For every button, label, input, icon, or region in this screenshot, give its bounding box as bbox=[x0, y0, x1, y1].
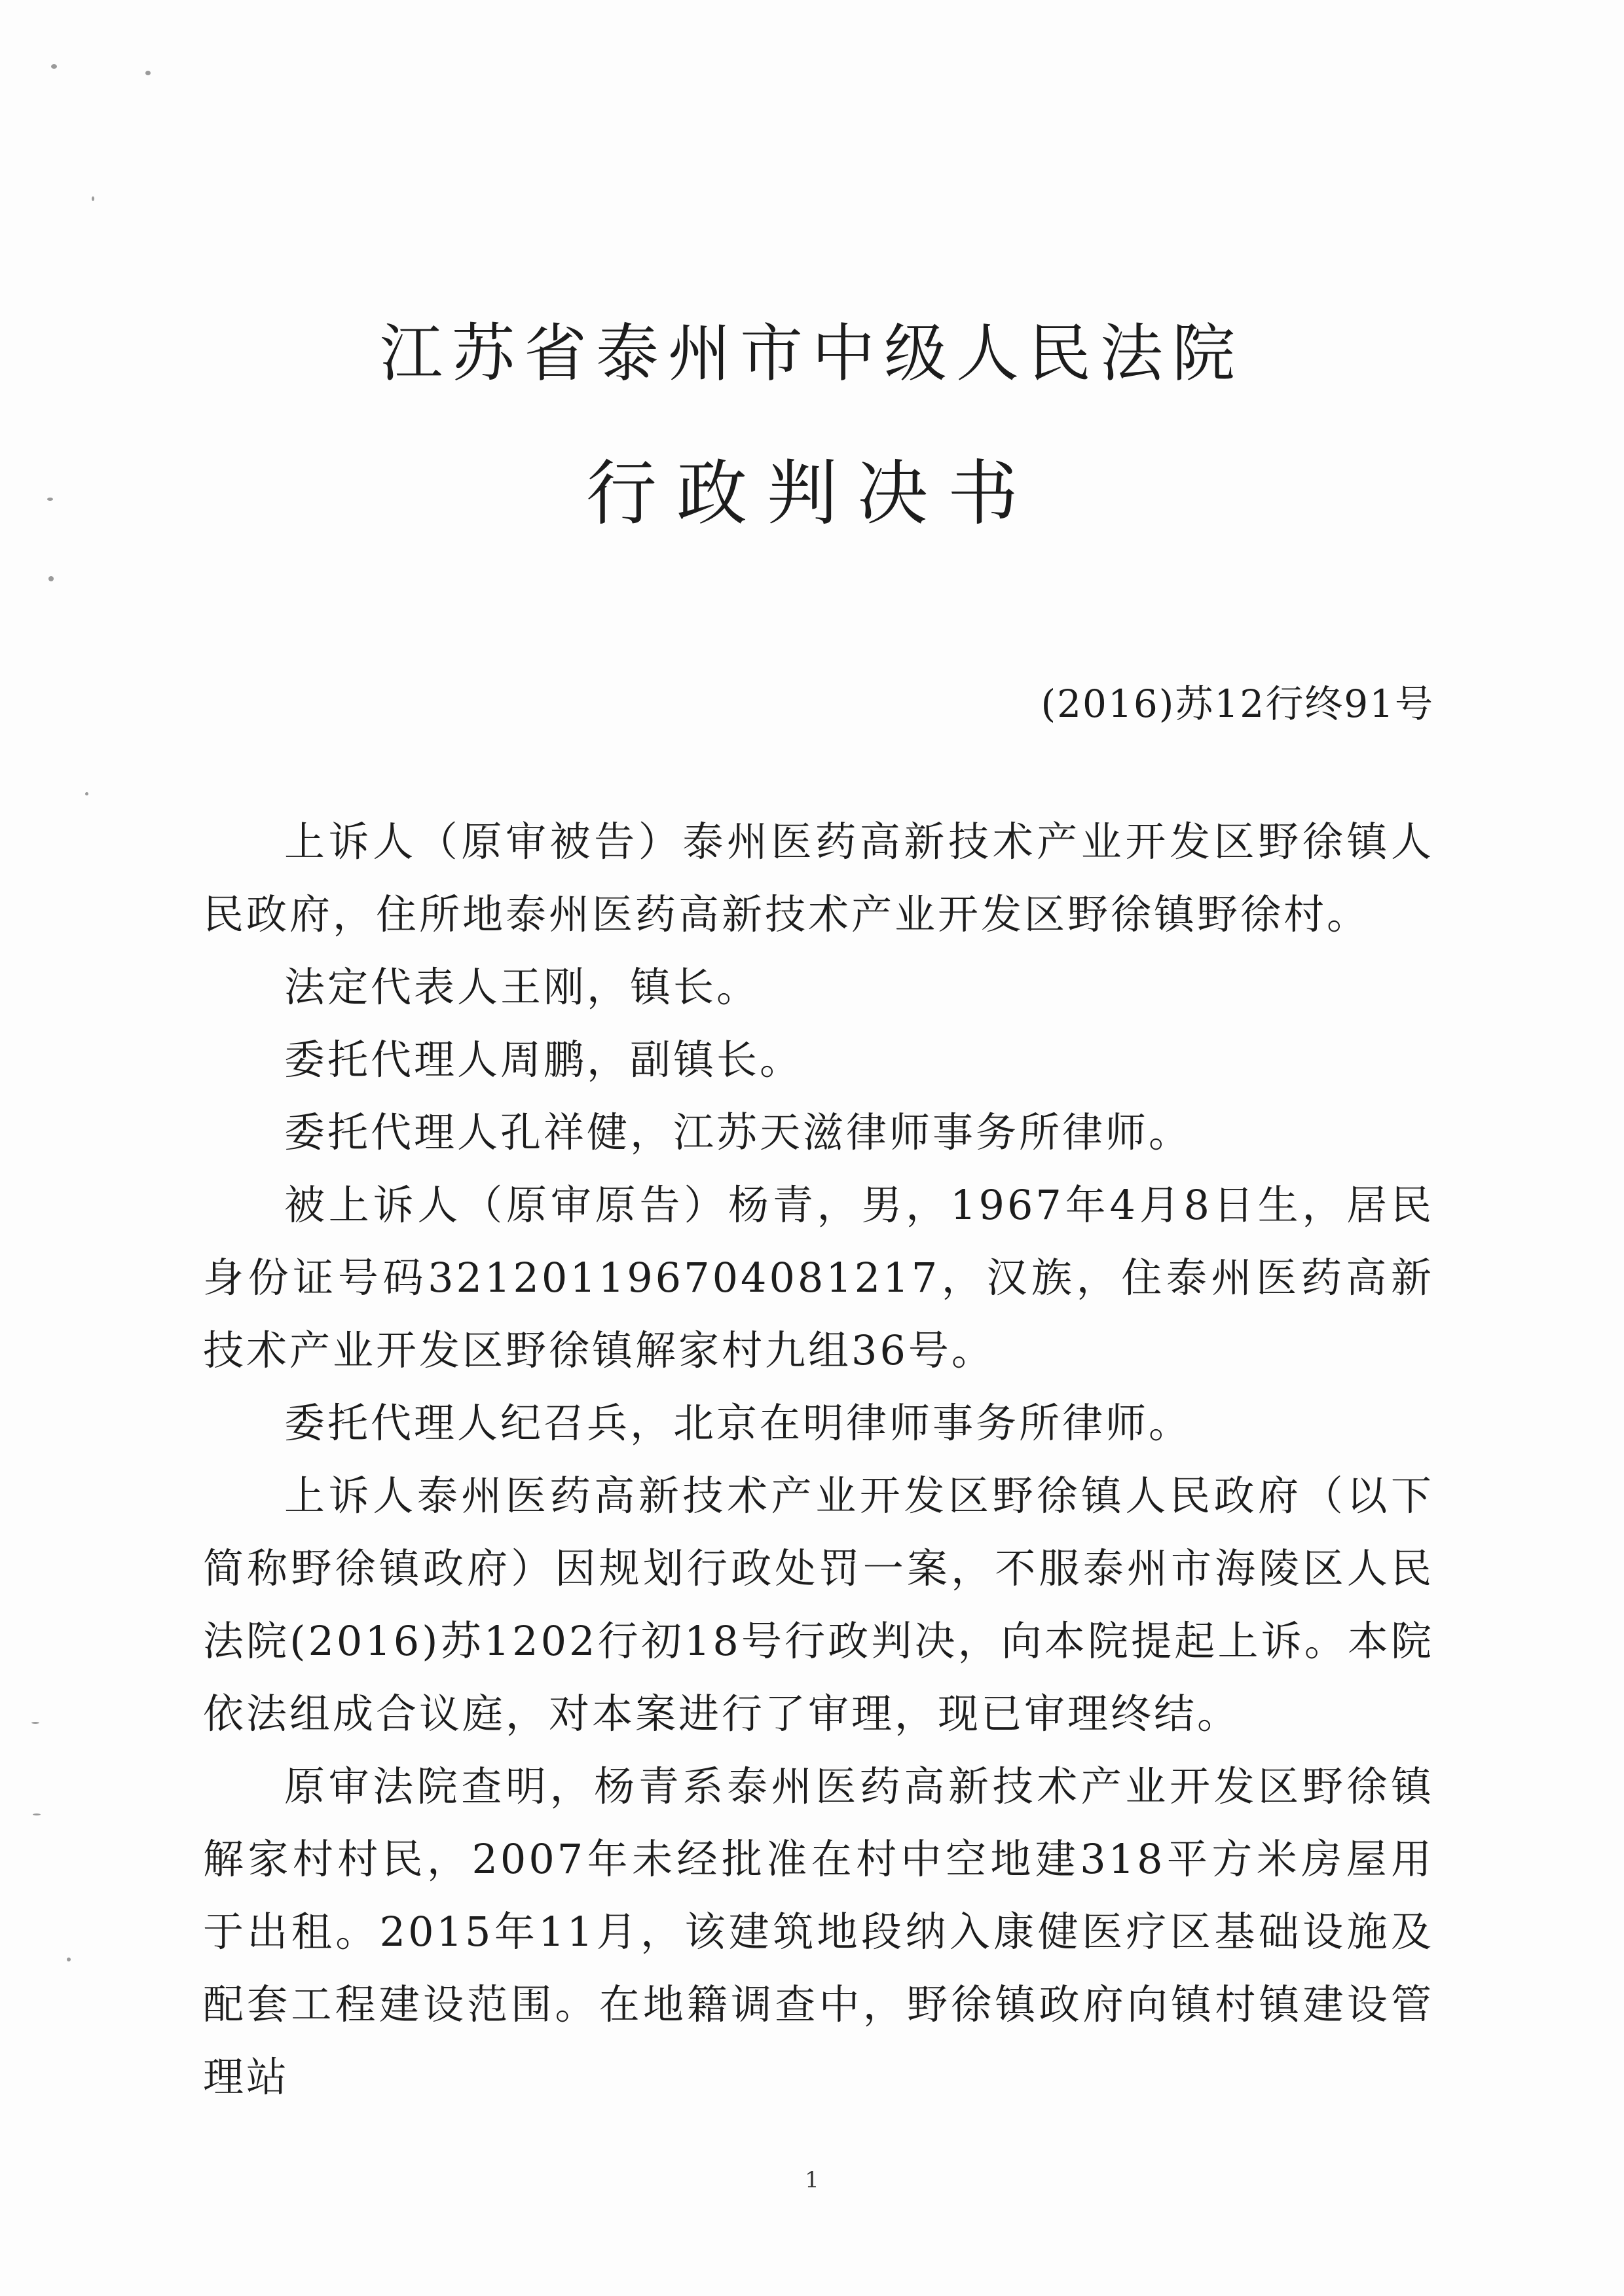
agent-paragraph-2: 委托代理人孔祥健，江苏天滋律师事务所律师。 bbox=[284, 1108, 1192, 1156]
appeal-paragraph: 上诉人泰州医药高新技术产业开发区野徐镇人民政府（以下简称野徐镇政府）因规划行政处罚一案，不服泰州市海陵区人民法院(2016)苏1202行初18号行政判决，向本院提起上诉。本院依法组成合议庭，对本案进行了审理，现已审理终结。 bbox=[203, 1472, 1434, 1738]
case-number: (2016)苏12行终91号 bbox=[1041, 682, 1434, 726]
page-number: 1 bbox=[805, 2167, 819, 2193]
scan-speck bbox=[67, 1958, 71, 1961]
agent-paragraph-3: 委托代理人纪召兵，北京在明律师事务所律师。 bbox=[284, 1399, 1192, 1447]
scan-speck bbox=[92, 196, 94, 201]
scan-speck bbox=[51, 64, 57, 69]
scan-speck bbox=[31, 1722, 39, 1724]
legal-representative-paragraph: 法定代表人王刚，镇长。 bbox=[284, 963, 760, 1011]
scan-speck bbox=[33, 1813, 41, 1815]
court-name: 江苏省泰州市中级人民法院 bbox=[380, 317, 1244, 390]
scan-speck bbox=[145, 71, 151, 75]
scan-speck bbox=[85, 792, 88, 795]
scan-speck bbox=[48, 576, 54, 581]
facts-paragraph: 原审法院查明，杨青系泰州医药高新技术产业开发区野徐镇解家村村民，2007年未经批准在村中空地建318平方米房屋用于出租。2015年11月，该建筑地段纳入康健医疗区基础设施及配套工程建设范围。在地籍调查中，野徐镇政府向镇村镇建设管理站 bbox=[203, 1762, 1434, 2101]
appellant-paragraph: 上诉人（原审被告）泰州医药高新技术产业开发区野徐镇人民政府，住所地泰州医药高新技术产业开发区野徐镇野徐村。 bbox=[203, 818, 1434, 938]
judgment-body bbox=[203, 805, 1434, 2113]
appellee-paragraph: 被上诉人（原审原告）杨青，男，1967年4月8日生，居民身份证号码321201196704081217，汉族，住泰州医药高新技术产业开发区野徐镇解家村九组36号。 bbox=[203, 1181, 1434, 1374]
document-type-title: 行政判决书 bbox=[585, 453, 1038, 535]
agent-paragraph-1: 委托代理人周鹏，副镇长。 bbox=[284, 1036, 803, 1084]
